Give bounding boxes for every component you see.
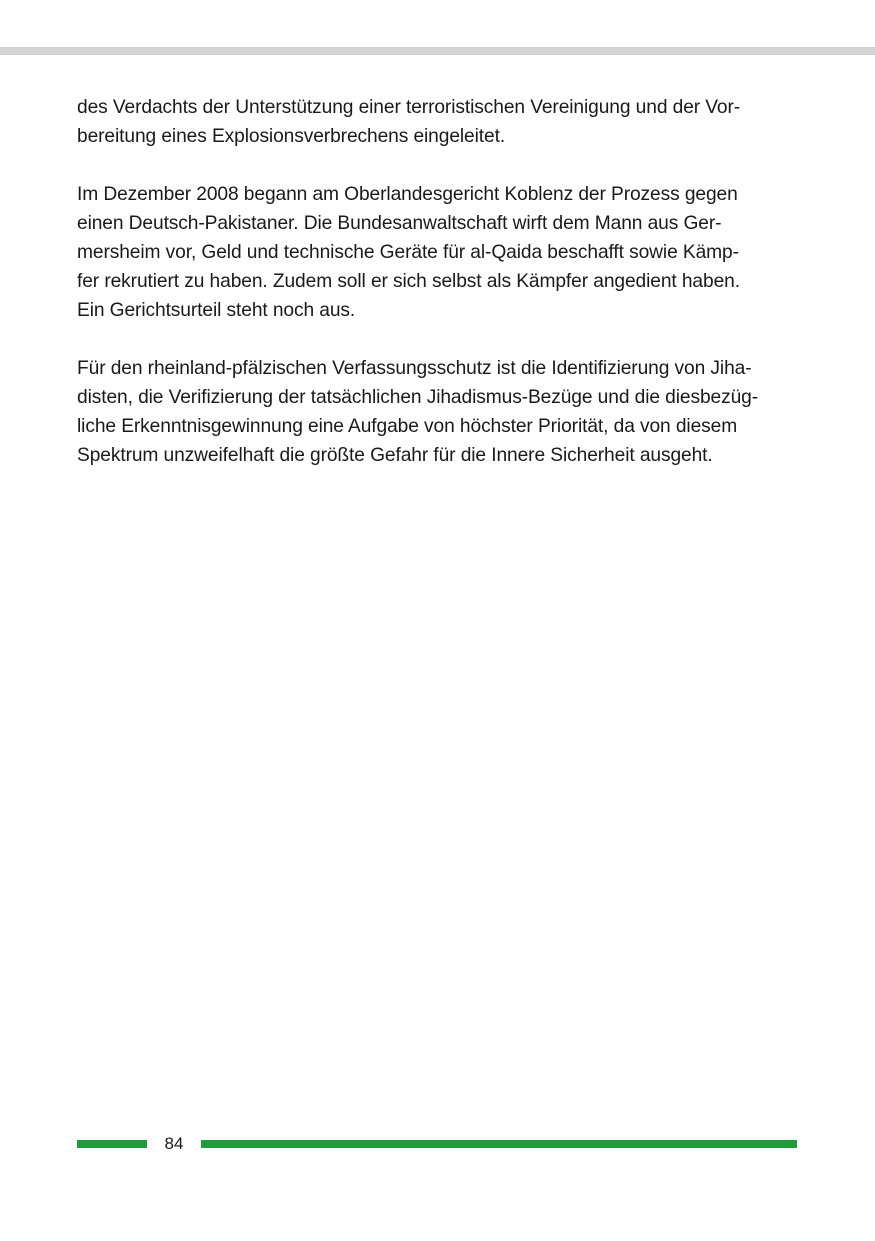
text-line: Ein Gerichtsurteil steht noch aus.: [77, 300, 356, 321]
text-line: disten, die Verifizierung der tatsächlichen Jihadismus-Bezüge und die diesbezüg-: [77, 387, 759, 408]
paragraph-2: [77, 180, 807, 325]
text-line: bereitung eines Explosionsverbrechens eingeleitet.: [77, 126, 506, 147]
text-line: liche Erkenntnisgewinnung eine Aufgabe von höchster Priorität, da von diesem: [77, 416, 738, 437]
text-line: Spektrum unzweifelhaft die größte Gefahr für die Innere Sicherheit ausgeht.: [77, 445, 713, 466]
text-line: fer rekrutiert zu haben. Zudem soll er sich selbst als Kämpfer angedient haben.: [77, 271, 740, 292]
text-line: mersheim vor, Geld und technische Geräte für al-Qaida beschafft sowie Kämp-: [77, 242, 739, 263]
text-line: Für den rheinland-pfälzischen Verfassungsschutz ist die Identifizierung von Jiha-: [77, 358, 752, 379]
page-number: 84: [164, 1134, 184, 1153]
header-divider: [0, 47, 875, 55]
paragraph-1: [77, 93, 807, 151]
footer-accent-bar-left: [77, 1140, 147, 1148]
text-line: Im Dezember 2008 begann am Oberlandesgericht Koblenz der Prozess gegen: [77, 184, 738, 205]
footer-accent-bar-right: [201, 1140, 797, 1148]
text-line: einen Deutsch-Pakistaner. Die Bundesanwaltschaft wirft dem Mann aus Ger-: [77, 213, 722, 234]
text-line: des Verdachts der Unterstützung einer terroristischen Vereinigung und der Vor-: [77, 97, 741, 118]
page-footer: [77, 1130, 797, 1160]
body-text: [77, 93, 807, 499]
paragraph-3: [77, 354, 807, 470]
